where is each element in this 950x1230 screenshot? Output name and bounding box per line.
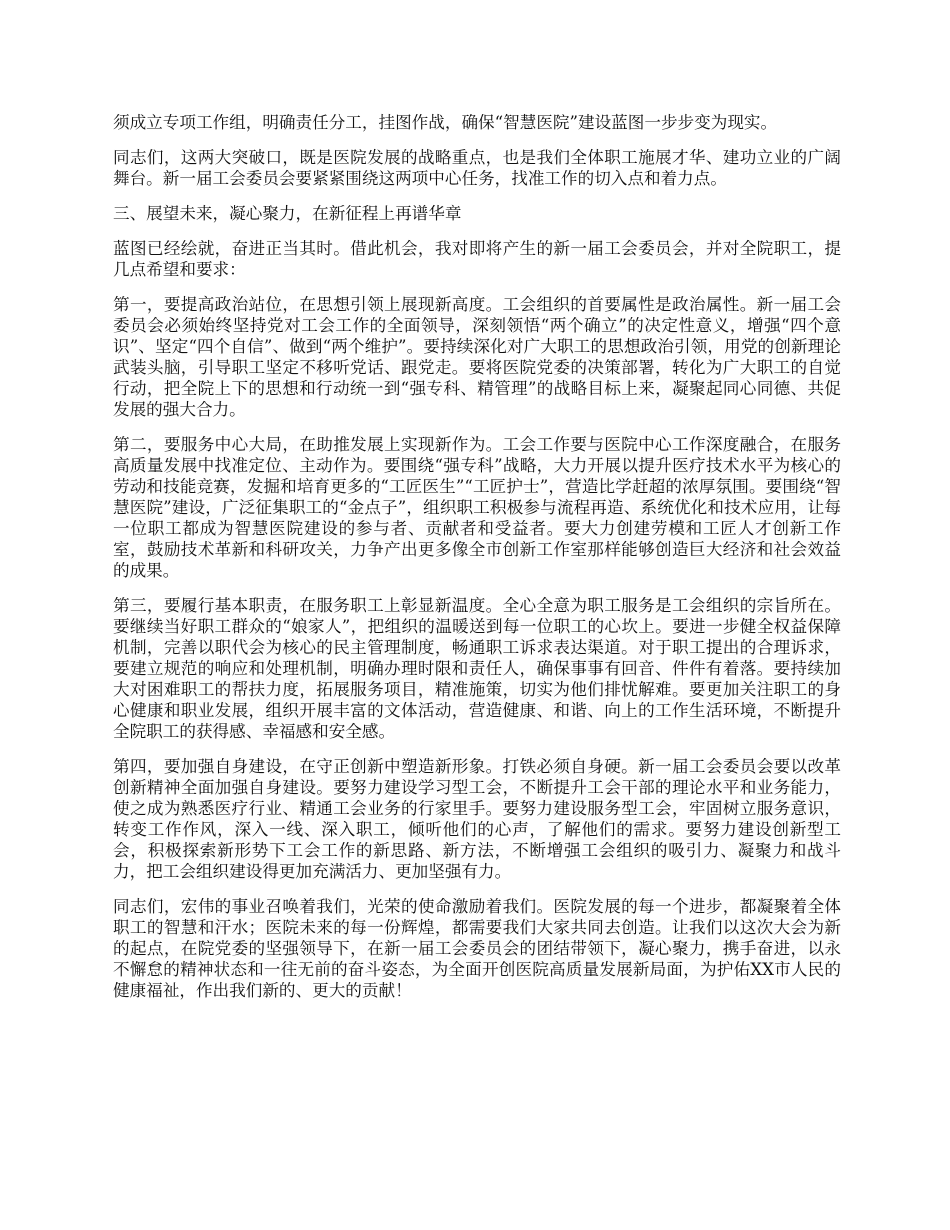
document-page — [113, 112, 841, 1015]
paragraph-point-2: 第二，要服务中心大局，在助推发展上实现新作为。工会工作要与医院中心工作深度融合，在服务高质量发展中找准定位、主动作为。要围绕“强专科”战略，大力开展以提升医疗技术水平为核心的劳动和技能竞赛，发掘和培育更多的“工匠医生”“工匠护士”，营造比学赶超的浓厚氛围。要围绕“智慧医院”建设，广泛征集职工的“金点子”，组织职工积极参与流程再造、系统优化和技术应用，让每一位职工都成为智慧医院建设的参与者、贡献者和受益者。要大力创建劳模和工匠人才创新工作室，鼓励技术革新和科研攻关，力争产出更多像全市创新工作室那样能够创造巨大经济和社会效益的成果。 — [113, 435, 841, 580]
paragraph-point-1: 第一，要提高政治站位，在思想引领上展现新高度。工会组织的首要属性是政治属性。新一届工会委员会必须始终坚持党对工会工作的全面领导，深刻领悟“两个确立”的决定性意义，增强“四个意识”、坚定“四个自信”、做到“两个维护”。要持续深化对广大职工的思想政治引领，用党的创新理论武装头脑，引导职工坚定不移听党话、跟党走。要将医院党委的决策部署，转化为广大职工的自觉行动，把全院上下的思想和行动统一到“强专科、精管理”的战略目标上来，凝聚起同心同德、共促发展的强大合力。 — [113, 295, 841, 419]
paragraph-breakthroughs-summary: 同志们，这两大突破口，既是医院发展的战略重点，也是我们全体职工施展才华、建功立业的广阔舞台。新一届工会委员会要紧紧围绕这两项中心任务，找准工作的切入点和着力点。 — [113, 148, 841, 188]
paragraph-point-3: 第三，要履行基本职责，在服务职工上彰显新温度。全心全意为职工服务是工会组织的宗旨所在。要继续当好职工群众的“娘家人”，把组织的温暖送到每一位职工的心坎上。要进一步健全权益保障机制，完善以职代会为核心的民主管理制度，畅通职工诉求表达渠道。对于职工提出的合理诉求，要建立规范的响应和处理机制，明确办理时限和责任人，确保事事有回音、件件有着落。要持续加大对困难职工的帮扶力度，拓展服务项目，精准施策，切实为他们排忧解难。要更加关注职工的身心健康和职业发展，组织开展丰富的文体活动，营造健康、和谐、向上的工作生活环境，不断提升全院职工的获得感、幸福感和安全感。 — [113, 596, 841, 741]
section-heading-3: 三、展望未来，凝心聚力，在新征程上再谱华章 — [113, 204, 462, 223]
paragraph-closing: 同志们，宏伟的事业召唤着我们，光荣的使命激励着我们。医院发展的每一个进步，都凝聚着全体职工的智慧和汗水；医院未来的每一份辉煌，都需要我们大家共同去创造。让我们以这次大会为新的起点，在院党委的坚强领导下，在新一届工会委员会的团结带领下，凝心聚力，携手奋进，以永不懈怠的精神状态和一往无前的奋斗姿态，为全面开创医院高质量发展新局面，为护佑XX市人民的健康福祉，作出我们新的、更大的贡献！ — [113, 897, 841, 1000]
paragraph-intro-expectations: 蓝图已经绘就，奋进正当其时。借此机会，我对即将产生的新一届工会委员会，并对全院职工，提几点希望和要求： — [113, 239, 841, 279]
paragraph-continuation: 须成立专项工作组，明确责任分工，挂图作战，确保“智慧医院”建设蓝图一步步变为现实。 — [113, 113, 778, 132]
paragraph-point-4: 第四，要加强自身建设，在守正创新中塑造新形象。打铁必须自身硬。新一届工会委员会要以改革创新精神全面加强自身建设。要努力建设学习型工会，不断提升工会干部的理论水平和业务能力，使之成为熟悉医疗行业、精通工会业务的行家里手。要努力建设服务型工会，牢固树立服务意识，转变工作作风，深入一线、深入职工，倾听他们的心声，了解他们的需求。要努力建设创新型工会，积极探索新形势下工会工作的新思路、新方法，不断增强工会组织的吸引力、凝聚力和战斗力，把工会组织建设得更加充满活力、更加坚强有力。 — [113, 757, 841, 881]
